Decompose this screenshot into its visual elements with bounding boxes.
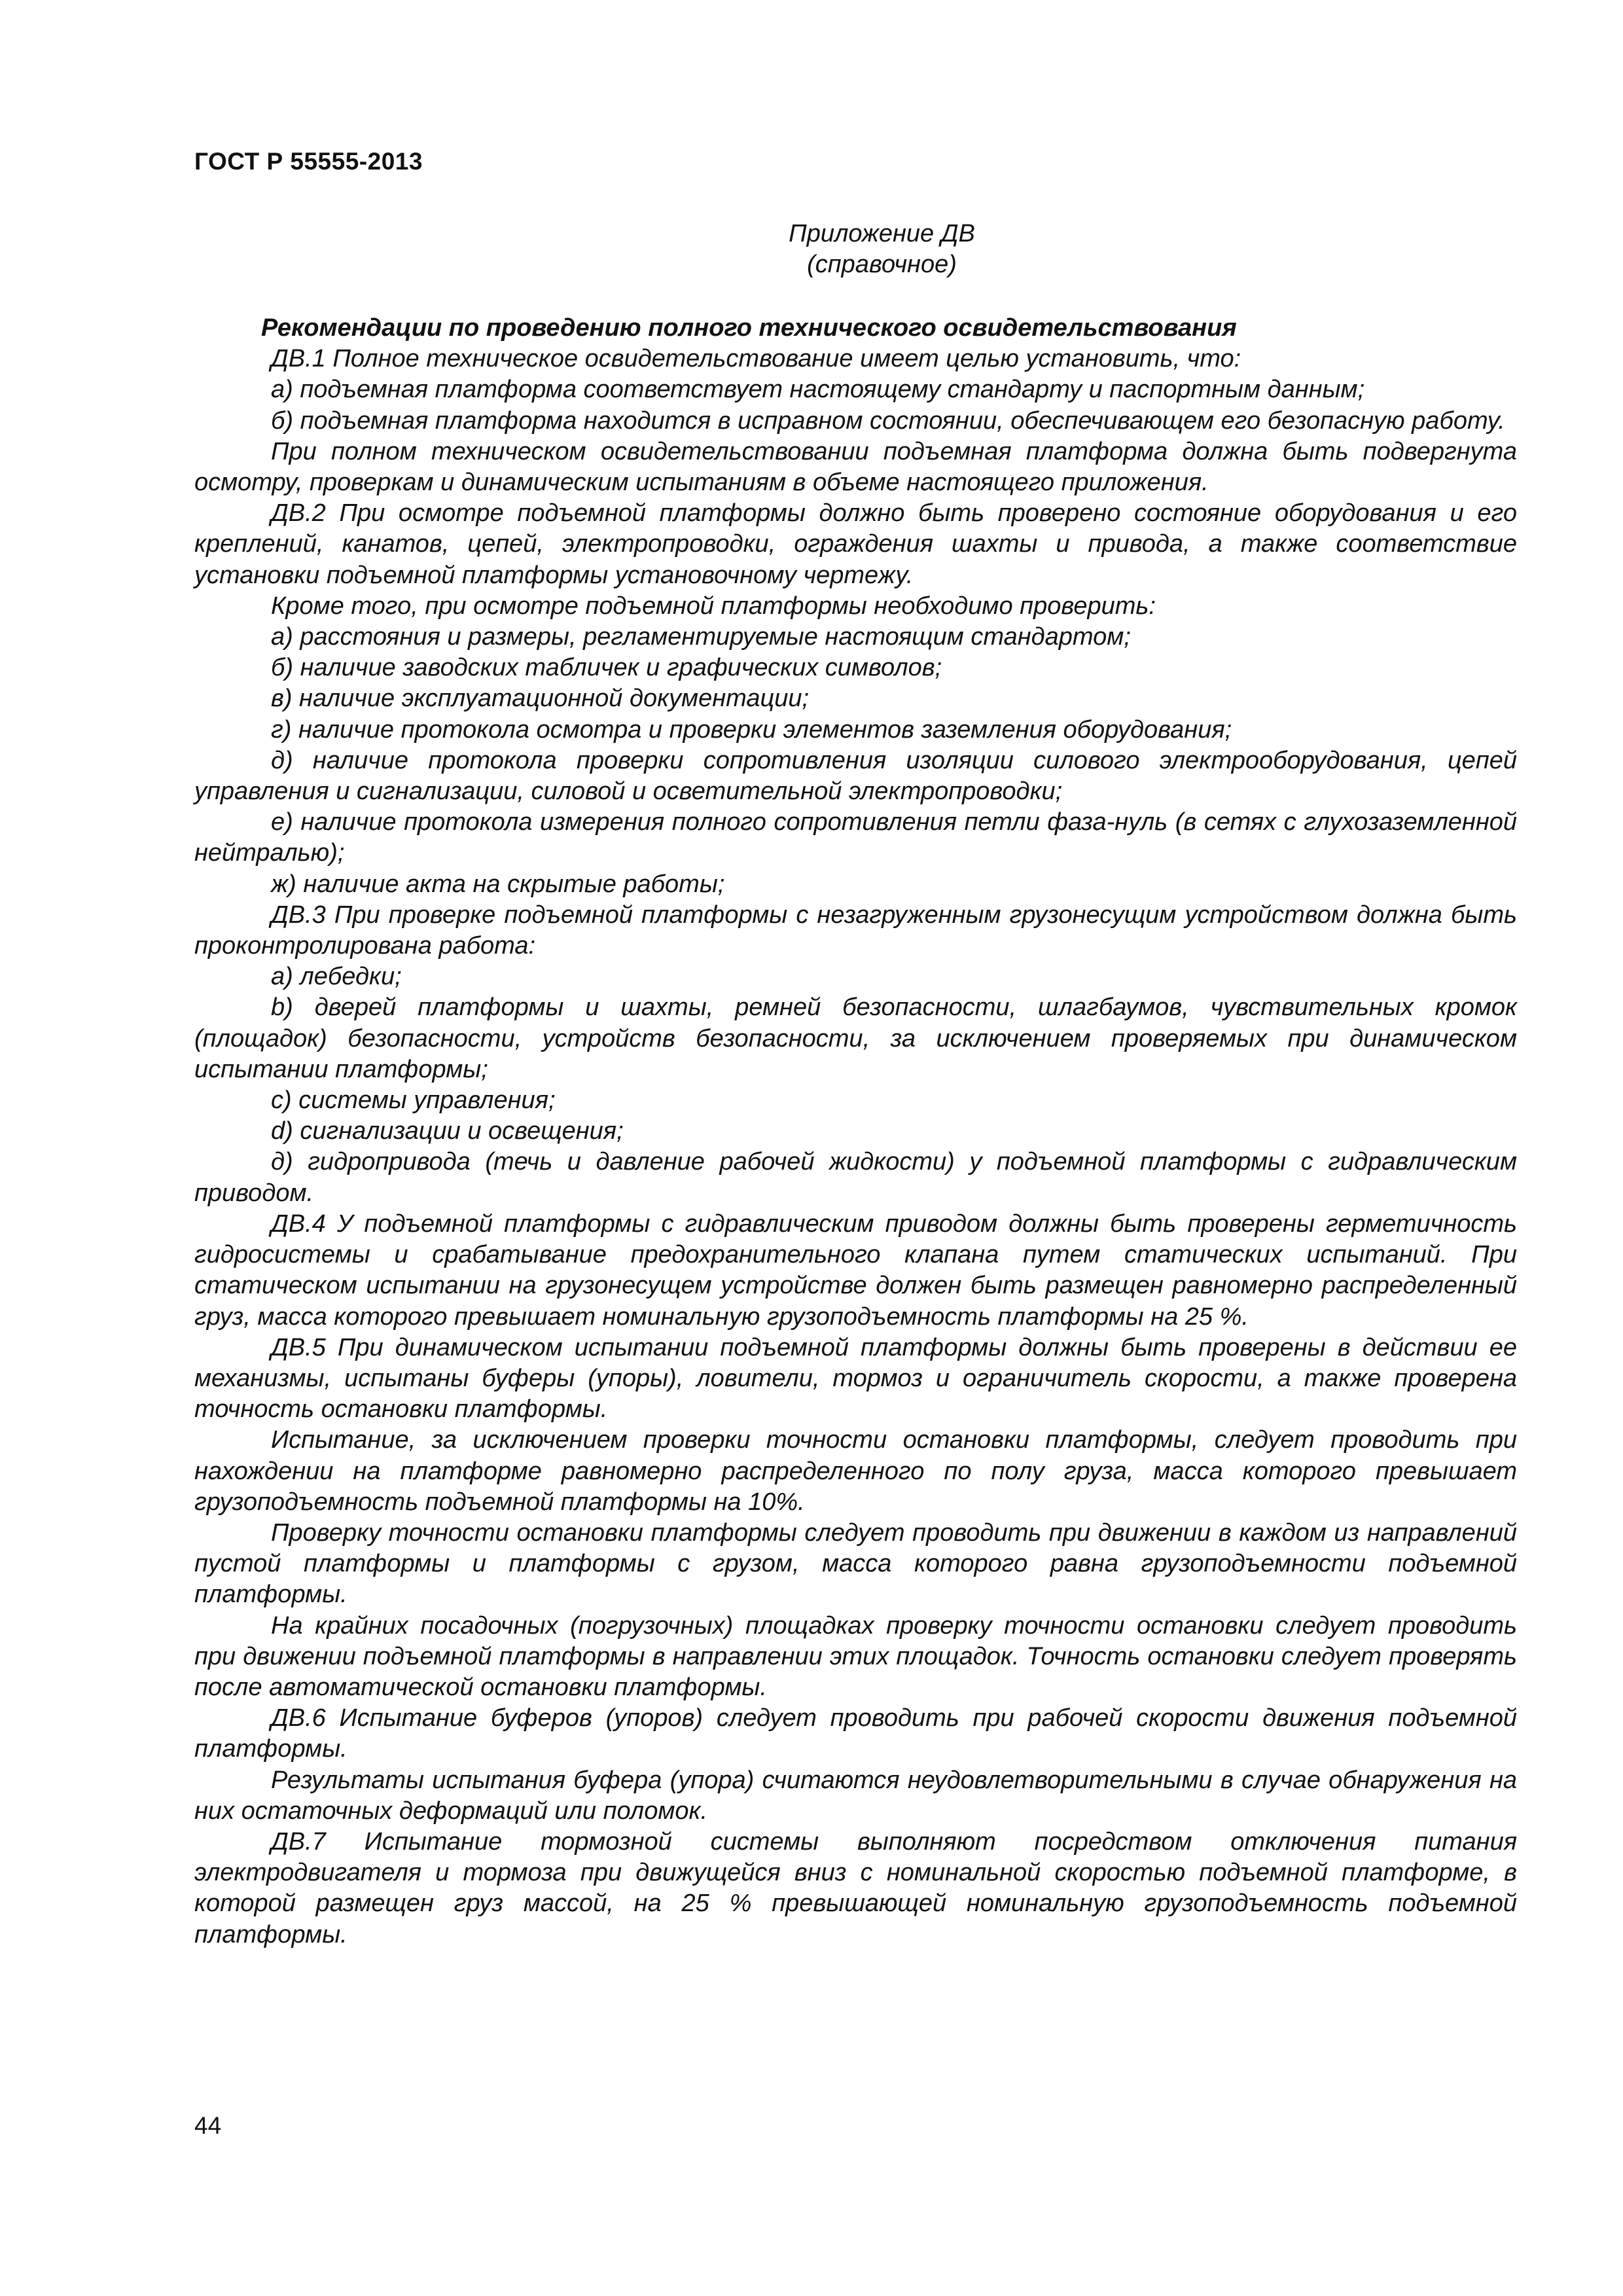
paragraph: Испытание, за исключением проверки точности остановки платформы, следует проводить при нахождении на платформе равномерно распределенного по полу груза, масса которого превышает грузоподъемность подъемной платформы на 10%. (194, 1426, 1517, 1516)
paragraph: а) расстояния и размеры, регламентируемые настоящим стандартом; (271, 623, 1131, 651)
paragraph: с) системы управления; (271, 1086, 556, 1115)
paragraph: d) сигнализации и освещения; (271, 1117, 624, 1145)
paragraph: а) подъемная платформа соответствует настоящему стандарту и паспортным данным; (271, 376, 1365, 404)
appendix-subtitle: (справочное) (807, 251, 957, 278)
paragraph: ДВ.7 Испытание тормозной системы выполняют посредством отключения питания электродвигателя и тормоза при движущейся вниз с номинальной скоростью подъемной платформе, в которой размещен груз массой, на 25 % превышающей номинальную грузоподъемность подъемной платформы. (194, 1827, 1517, 1948)
paragraph: ДВ.3 При проверке подъемной платформы с незагруженным грузонесущим устройством должна быть проконтролирована работа: (194, 901, 1517, 960)
section-title: Рекомендации по проведению полного технического освидетельствования (261, 314, 1237, 342)
paragraph: ДВ.5 При динамическом испытании подъемной платформы должны быть проверены в действии ее механизмы, испытаны буферы (упоры), ловители, тормоз и ограничитель скорости, а также проверена точность остановки платформы. (194, 1333, 1517, 1424)
paragraph: ДВ.6 Испытание буферов (упоров) следует проводить при рабочей скорости движения подъемной платформы. (194, 1704, 1517, 1763)
paragraph: е) наличие протокола измерения полного сопротивления петли фаза-нуль (в сетях с глухозаземленной нейтралью); (194, 808, 1517, 867)
paragraph: b) дверей платформы и шахты, ремней безопасности, шлагбаумов, чувствительных кромок (площадок) безопасности, устройств безопасности, за исключением проверяемых при динамическом испытании платформы; (194, 994, 1517, 1083)
paragraph: д) наличие протокола проверки сопротивления изоляции силового электрооборудования, цепей управления и сигнализации, силовой и осветительной электропроводки; (194, 746, 1517, 806)
paragraph: ДВ.4 У подъемной платформы с гидравлическим приводом должны быть проверены герметичность гидросистемы и срабатывание предохранительного клапана путем статических испытаний. При статическом испытании на грузонесущем устройстве должен быть размещен равномерно распределенный груз, масса которого превышает номинальную грузоподъемность платформы на 25 %. (194, 1210, 1517, 1331)
paragraph: а) лебедки; (271, 963, 402, 991)
appendix-heading (0, 219, 1623, 280)
paragraph: д) гидропривода (течь и давление рабочей жидкости) у подъемной платформы с гидравлическим приводом. (194, 1148, 1517, 1207)
paragraph: ж) наличие акта на скрытые работы; (271, 870, 725, 898)
paragraph: На крайних посадочных (погрузочных) площадках проверку точности остановки следует проводить при движении подъемной платформы в направлении этих площадок. Точность остановки следует проверять после автоматической остановки платформы. (194, 1611, 1517, 1701)
paragraph: Результаты испытания буфера (упора) считаются неудовлетворительными в случае обнаружения на них остаточных деформаций или поломок. (194, 1766, 1517, 1825)
paragraph: г) наличие протокола осмотра и проверки элементов заземления оборудования; (271, 715, 1232, 744)
paragraph: б) наличие заводских табличек и графических символов; (271, 654, 942, 682)
appendix-title: Приложение ДВ (789, 220, 975, 247)
paragraph: б) подъемная платформа находится в исправном состоянии, обеспечивающем его безопасную работу. (271, 406, 1505, 435)
page-number: 44 (194, 2112, 222, 2139)
paragraph: Кроме того, при осмотре подъемной платформы необходимо проверить: (271, 592, 1156, 620)
document-body (194, 313, 1517, 1950)
paragraph: При полном техническом освидетельствовании подъемная платформа должна быть подвергнута осмотру, проверкам и динамическим испытаниям в объеме настоящего приложения. (194, 437, 1517, 497)
paragraph: Проверку точности остановки платформы следует проводить при движении в каждом из направлений пустой платформы и платформы с грузом, масса которого равна грузоподъемности подъемной платформы. (194, 1518, 1517, 1609)
document-code: ГОСТ Р 55555-2013 (194, 148, 423, 175)
paragraph: в) наличие эксплуатационной документации; (271, 685, 810, 713)
paragraph: ДВ.2 При осмотре подъемной платформы должно быть проверено состояние оборудования и его креплений, канатов, цепей, электропроводки, ограждения шахты и привода, а также соответствие установки подъемной платформы установочному чертежу. (194, 499, 1517, 589)
paragraph: ДВ.1 Полное техническое освидетельствование имеет целью установить, что: (271, 345, 1241, 373)
